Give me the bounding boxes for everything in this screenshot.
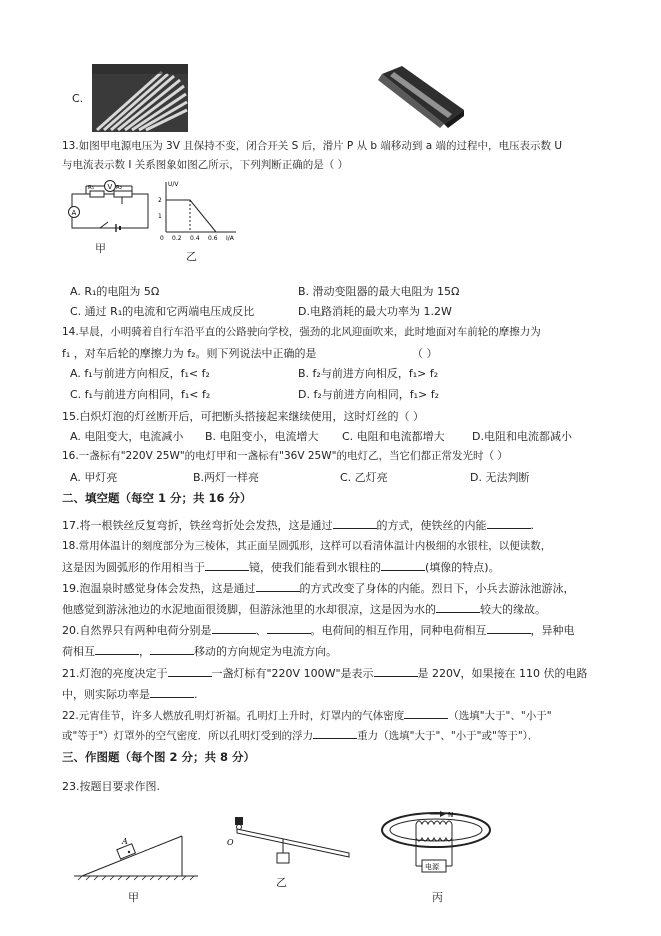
q20-blank-4[interactable] <box>95 644 139 655</box>
q22-text-b2: 重力（选填"大于"、"小于"或"等于"）． <box>357 730 539 742</box>
q20-blank-5[interactable] <box>150 644 194 655</box>
graph-ytick-1: 1 <box>158 213 162 220</box>
graph-ytick-2: 2 <box>158 197 162 204</box>
q19-text-a1: 19.泡温泉时感觉身体会发热，这是通过 <box>62 582 256 595</box>
q19-text-b2: 较大的缘故。 <box>480 603 546 616</box>
q20-text-b2: ， <box>139 645 150 658</box>
graph-xlabel: I/A <box>226 235 234 242</box>
q22-blank-2[interactable] <box>313 728 357 739</box>
svg-text:A: A <box>71 209 77 217</box>
graph-xtick-04: 0.4 <box>190 235 200 242</box>
svg-text:R₂: R₂ <box>116 185 123 191</box>
q17-blank-1[interactable] <box>333 518 377 529</box>
q17-line <box>62 517 534 533</box>
q20-line2 <box>62 643 337 659</box>
coil-figure <box>376 808 496 888</box>
q14-line2a: f₁ ，对车后轮的摩擦力为 f₂。则下列说法中正确的是 <box>62 347 317 360</box>
q16-option-b: B.两灯一样亮 <box>193 471 260 484</box>
q14-option-d: D. f₂与前进方向相同，f₁> f₂ <box>298 388 440 401</box>
q22-line2 <box>62 728 538 743</box>
q18-text-b1: 这是因为圆弧形的作用相当于 <box>62 561 205 574</box>
q18-text-b2: 镜，使我们能看到水银柱的 <box>249 561 381 574</box>
q20-blank-1[interactable] <box>212 623 256 634</box>
q13-option-b: B. 滑动变阻器的最大电阻为 15Ω <box>298 285 460 298</box>
q16-line1: 16.一盏标有"220V 25W"的电灯甲和一盏标有"36V 25W"的电灯乙，当它们都正常发光时（ ） <box>62 450 508 462</box>
q21-text-b1: 中，则实际功率是 <box>62 688 150 701</box>
q20-text-a4: ，异种电 <box>530 624 575 637</box>
q18-blank-1[interactable] <box>205 560 249 571</box>
q21-text-a2: 一盏灯标有"220V 100W"是表示 <box>211 667 374 680</box>
q17-blank-2[interactable] <box>487 518 531 529</box>
q14-option-a: A. f₁与前进方向相反，f₁< f₂ <box>70 367 210 380</box>
q15-option-d: D.电阻和电流都减小 <box>472 430 572 443</box>
q17-text-b: 的方式，使铁丝的内能 <box>376 519 487 532</box>
q21-blank-2[interactable] <box>374 666 418 677</box>
q21-text-a3: 是 220V，如果接在 110 伏的电路 <box>417 667 588 680</box>
incline-label-a: A <box>122 837 128 846</box>
q14-option-c: C. f₁与前进方向相同，f₁< f₂ <box>70 388 211 401</box>
q15-line1: 15.白炽灯泡的灯丝断开后，可把断头搭接起来继续使用，这时灯丝的（ ） <box>62 410 424 423</box>
q22-blank-1[interactable] <box>404 708 448 719</box>
svg-text:V: V <box>107 183 113 191</box>
q21-text-a1: 21.灯泡的亮度决定于 <box>62 667 168 680</box>
q13-option-d: D.电路消耗的最大功率为 1.2W <box>298 305 452 318</box>
q20-text-a3: 。电荷间的相互作用，同种电荷相互 <box>310 624 487 637</box>
lever-label-o: O <box>227 838 234 847</box>
q13-fig-jia-caption: 甲 <box>95 242 106 255</box>
graph-xtick-02: 0.2 <box>172 235 182 242</box>
q19-blank-2[interactable] <box>436 602 480 613</box>
section-2-heading: 二、填空题（每空 1 分；共 16 分） <box>62 491 252 505</box>
q21-line2 <box>62 686 198 702</box>
q19-text-a2: 的方式改变了身体的内能。烈日下，小兵去游泳池游泳， <box>299 582 575 595</box>
q19-line2 <box>62 601 546 617</box>
q18-text-b3: (填像的特点)。 <box>425 561 500 574</box>
q13-line1: 13.如图甲电源电压为 3V 且保持不变，闭合开关 S 后，滑片 P 从 b 端移动到 a 端的过程中，电压表示数 U <box>62 140 563 152</box>
q21-line1 <box>62 665 588 681</box>
q14-line2b: （ ） <box>412 347 438 360</box>
q13-fig-yi-caption: 乙 <box>186 250 197 263</box>
q20-blank-2[interactable] <box>267 623 311 634</box>
q21-text-b2: . <box>194 688 198 701</box>
fiber-bundle-photo <box>92 64 188 132</box>
q20-text-b3: 移动的方向规定为电流方向。 <box>194 645 337 658</box>
q20-text-a1: 20.自然界只有两种电荷分别是 <box>62 624 212 637</box>
q23-fig-yi-caption: 乙 <box>276 876 287 889</box>
q21-blank-1[interactable] <box>168 666 212 677</box>
q19-line1 <box>62 580 575 596</box>
q20-text-a2: 、 <box>255 624 267 637</box>
incline-figure <box>72 820 202 886</box>
q23-fig-bing-caption: 丙 <box>432 891 443 904</box>
graph-xtick-06: 0.6 <box>208 235 218 242</box>
q22-text-a1: 22.元宵佳节，许多人燃放孔明灯祈福。孔明灯上升时，灯罩内的气体密度 <box>62 710 405 722</box>
q13-option-c: C. 通过 R₁的电流和它两端电压成反比 <box>70 305 255 318</box>
option-c-label: C. <box>72 92 84 105</box>
q14-line1: 14.早晨，小明骑着自行车沿平直的公路驶向学校，强劲的北风迎面吹来，此时地面对车前轮的摩擦力为 <box>62 326 541 338</box>
lever-figure <box>225 815 355 875</box>
q20-blank-3[interactable] <box>487 623 531 634</box>
q19-text-b1: 他感觉到游泳池边的水泥地面很烫脚，但游泳池里的水却很凉，这是因为水的 <box>62 603 436 616</box>
q16-option-c: C. 乙灯亮 <box>340 471 388 484</box>
q23-fig-jia-caption: 甲 <box>128 891 139 904</box>
q18-blank-2[interactable] <box>381 560 425 571</box>
q15-option-b: B. 电阻变小，电流增大 <box>205 430 319 443</box>
q17-text-c: . <box>530 519 534 532</box>
q16-option-d: D. 无法判断 <box>470 471 530 484</box>
circuit-diagram <box>64 176 154 238</box>
q21-blank-3[interactable] <box>150 687 194 698</box>
graph-origin: 0 <box>160 235 164 242</box>
q15-option-c: C. 电阻和电流都增大 <box>342 430 445 443</box>
ui-graph <box>150 178 240 244</box>
q13-line2: 与电流表示数 I 关系图象如图乙所示，下列判断正确的是（ ） <box>62 159 349 171</box>
q22-text-a2: （选填"大于"、"小于" <box>448 710 552 722</box>
bar-object-photo <box>372 66 468 128</box>
q22-line1 <box>62 708 552 723</box>
section-3-heading: 三、作图题（每个图 2 分；共 8 分） <box>62 750 256 764</box>
q14-option-b: B. f₂与前进方向相反，f₁> f₂ <box>298 367 439 380</box>
q13-option-a: A. R₁的电阻为 5Ω <box>70 285 160 298</box>
q17-text-a: 17.将一根铁丝反复弯折，铁丝弯折处会发热，这是通过 <box>62 519 333 532</box>
q19-blank-1[interactable] <box>256 581 300 592</box>
q18-line1: 18.常用体温计的刻度部分为三棱体，其正面呈圆弧形，这样可以看清体温计内极细的水银柱，以便读数， <box>62 540 552 552</box>
q16-option-a: A. 甲灯亮 <box>70 471 118 484</box>
svg-text:R₁: R₁ <box>88 185 95 191</box>
q15-option-a: A. 电阻变大，电流减小 <box>70 430 184 443</box>
q23-text: 23.按题目要求作图. <box>62 780 160 793</box>
coil-label-n: N <box>448 811 454 819</box>
graph-ylabel: U/V <box>168 181 179 188</box>
q20-line1 <box>62 622 575 638</box>
q22-text-b1: 或"等于"）灯罩外的空气密度．所以孔明灯受到的浮力 <box>62 730 314 742</box>
q20-text-b1: 荷相互 <box>62 645 95 658</box>
coil-label-power: 电源 <box>425 863 439 871</box>
q18-line2 <box>62 559 500 575</box>
